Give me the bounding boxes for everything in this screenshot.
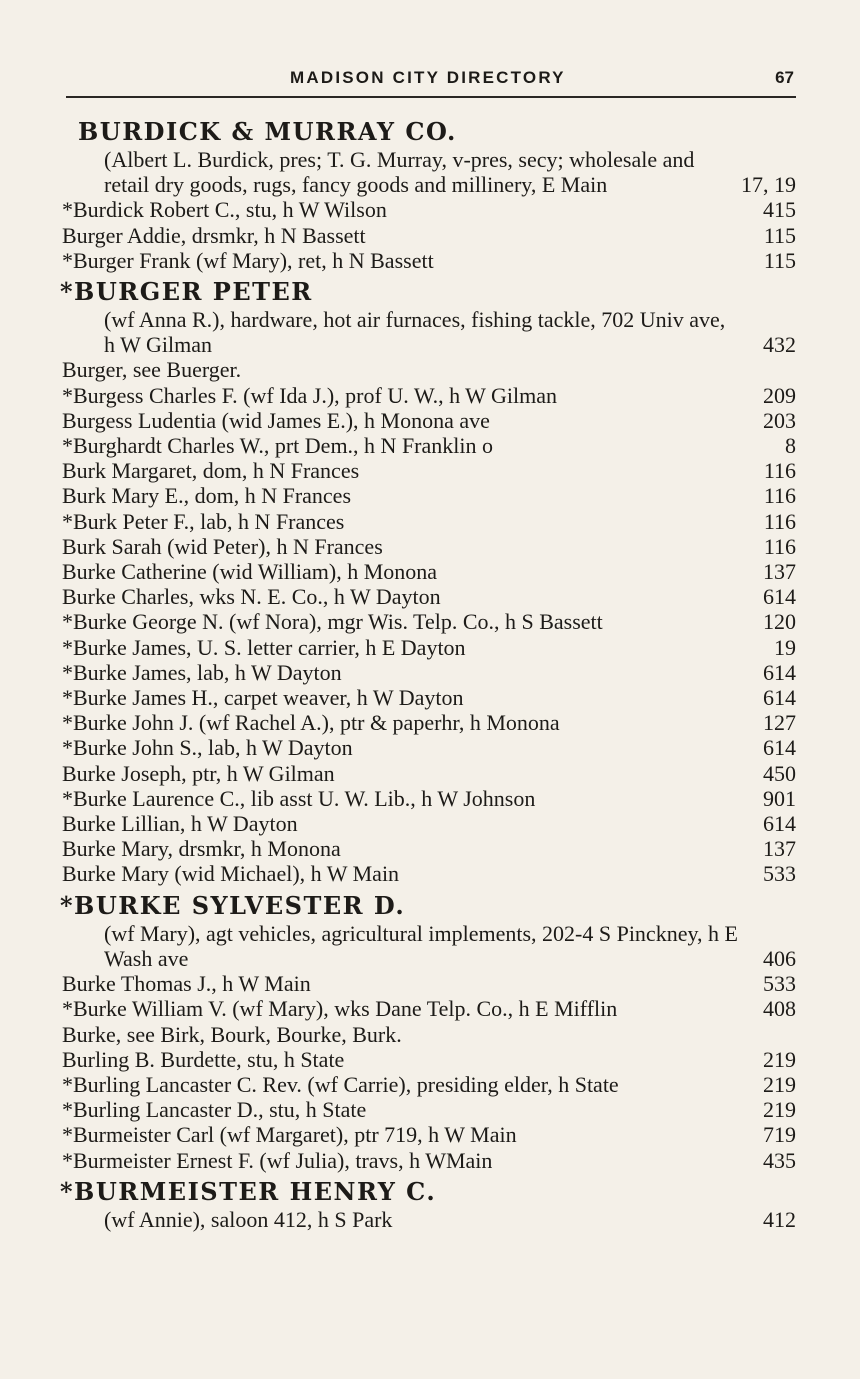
- business-name: BURDICK & MURRAY CO.: [78, 117, 457, 146]
- entry-text: *Burgess Charles F. (wf Ida J.), prof U. W., h W Gilman: [62, 382, 558, 408]
- entry-text: *Burghardt Charles W., prt Dem., h N Franklin o: [62, 433, 493, 459]
- house-number: 115: [763, 222, 796, 248]
- page-number: 67: [775, 68, 794, 87]
- business-description-text: (wf Anna R.), hardware, hot air furnaces, fishing tackle, 702 Univ ave, h W Gilman: [104, 307, 726, 358]
- entry-text: *Burmeister Carl (wf Margaret), ptr 719, h W Main: [62, 1122, 517, 1148]
- house-number: 116: [763, 508, 796, 534]
- entry-text: Burke Mary (wid Michael), h W Main: [62, 861, 400, 887]
- house-number: 412: [763, 1206, 796, 1232]
- directory-entry: [58, 635, 798, 660]
- directory-entry: [58, 458, 798, 483]
- business-description-text: (Albert L. Burdick, pres; T. G. Murray, v-pres, secy; wholesale and retail dry goods, rugs, fancy goods and millinery, E Main: [104, 147, 695, 198]
- entry-text: *Burger Frank (wf Mary), ret, h N Bassett: [62, 247, 434, 273]
- directory-entry: [58, 1097, 798, 1122]
- directory-entry: [58, 248, 798, 273]
- directory-entry: [58, 786, 798, 811]
- house-number: 533: [763, 861, 796, 887]
- business-description-text: (wf Annie), saloon 412, h S Park: [104, 1206, 393, 1232]
- business-entry: [58, 891, 798, 971]
- directory-entry: [58, 710, 798, 735]
- directory-entry: [58, 836, 798, 861]
- entry-text: *Burke John J. (wf Rachel A.), ptr & paperhr, h Monona: [62, 710, 560, 736]
- entry-text: Burgess Ludentia (wid James E.), h Monona ave: [62, 407, 490, 433]
- directory-entry: [58, 483, 798, 508]
- house-number: 116: [763, 483, 796, 509]
- business-name: *BURGER PETER: [60, 277, 313, 307]
- running-title: MADISON CITY DIRECTORY: [290, 68, 566, 87]
- entry-text: *Burke James, U. S. letter carrier, h E Dayton: [62, 634, 466, 660]
- house-number: 120: [763, 609, 796, 635]
- house-number: 137: [763, 559, 796, 585]
- directory-entry: [58, 609, 798, 634]
- house-number: 203: [763, 407, 796, 433]
- business-description: [58, 147, 798, 197]
- house-number: 116: [763, 533, 796, 559]
- directory-entry: [58, 996, 798, 1021]
- entry-text: Burk Mary E., dom, h N Frances: [62, 483, 352, 509]
- directory-entries: [58, 113, 798, 1232]
- directory-entry: [58, 383, 798, 408]
- directory-entry: [58, 735, 798, 760]
- directory-entry: [58, 223, 798, 248]
- entry-text: *Burk Peter F., lab, h N Frances: [62, 508, 345, 534]
- directory-entry: [58, 559, 798, 584]
- entry-text: *Burdick Robert C., stu, h W Wilson: [62, 197, 387, 223]
- business-name: *BURMEISTER HENRY C.: [60, 1176, 437, 1206]
- entry-text: Burk Sarah (wid Peter), h N Frances: [62, 533, 383, 559]
- entry-text: *Burke William V. (wf Mary), wks Dane Telp. Co., h E Mifflin: [62, 996, 618, 1022]
- house-number: 415: [763, 197, 796, 223]
- entry-text: *Burke Laurence C., lib asst U. W. Lib., h W Johnson: [62, 785, 536, 811]
- directory-entry: [58, 534, 798, 559]
- entry-text: *Burke James, lab, h W Dayton: [62, 659, 342, 685]
- directory-entry: [58, 509, 798, 534]
- directory-entry: [58, 408, 798, 433]
- house-number: 8: [785, 433, 796, 459]
- directory-entry: [58, 197, 798, 222]
- house-number: 115: [763, 247, 796, 273]
- entry-text: *Burke George N. (wf Nora), mgr Wis. Telp. Co., h S Bassett: [62, 609, 603, 635]
- entry-text: Burke Charles, wks N. E. Co., h W Dayton: [62, 584, 441, 610]
- business-entry: [58, 277, 798, 357]
- directory-entry: [58, 584, 798, 609]
- entry-text: *Burling Lancaster C. Rev. (wf Carrie), presiding elder, h State: [62, 1071, 619, 1097]
- directory-entry: [58, 761, 798, 786]
- directory-entry: [58, 433, 798, 458]
- directory-entry: [58, 357, 798, 382]
- entry-text: Burling B. Burdette, stu, h State: [62, 1046, 345, 1072]
- house-number: 614: [763, 735, 796, 761]
- entry-text: *Burmeister Ernest F. (wf Julia), travs, h WMain: [62, 1147, 493, 1173]
- house-number: 432: [763, 332, 796, 358]
- directory-entry: [58, 1148, 798, 1173]
- directory-entry: [58, 685, 798, 710]
- entry-text: Burger Addie, drsmkr, h N Bassett: [62, 222, 366, 248]
- house-number: 19: [774, 634, 796, 660]
- house-number: 614: [763, 811, 796, 837]
- house-number: 901: [763, 785, 796, 811]
- business-name: *BURKE SYLVESTER D.: [60, 890, 406, 920]
- business-description: [58, 921, 798, 971]
- house-number: 219: [763, 1097, 796, 1123]
- house-number: 209: [763, 382, 796, 408]
- house-number: 408: [763, 996, 796, 1022]
- business-entry: [58, 117, 798, 197]
- house-number: 533: [763, 971, 796, 997]
- entry-text: Burger, see Buerger.: [62, 357, 242, 383]
- house-number: 219: [763, 1046, 796, 1072]
- house-number: 614: [763, 584, 796, 610]
- house-number: 137: [763, 836, 796, 862]
- page-header: [66, 62, 796, 98]
- directory-entry: [58, 971, 798, 996]
- business-description: [58, 1207, 798, 1232]
- house-number: 127: [763, 710, 796, 736]
- entry-text: Burke Thomas J., h W Main: [62, 971, 311, 997]
- house-number: 219: [763, 1071, 796, 1097]
- entry-text: Burke, see Birk, Bourk, Bourke, Burk.: [62, 1021, 402, 1047]
- house-number: 116: [763, 458, 796, 484]
- entry-text: Burke Lillian, h W Dayton: [62, 811, 298, 837]
- house-number: 450: [763, 760, 796, 786]
- house-number: 614: [763, 685, 796, 711]
- directory-entry: [58, 861, 798, 886]
- entry-text: *Burke James H., carpet weaver, h W Dayton: [62, 685, 464, 711]
- business-description-text: (wf Mary), agt vehicles, agricultural implements, 202-4 S Pinckney, h E Wash ave: [104, 920, 738, 971]
- house-number: 435: [763, 1147, 796, 1173]
- entry-text: Burke Mary, drsmkr, h Monona: [62, 836, 341, 862]
- house-number: 406: [763, 945, 796, 971]
- business-description: [58, 307, 798, 357]
- entry-text: Burke Joseph, ptr, h W Gilman: [62, 760, 335, 786]
- house-number: 17, 19: [741, 172, 796, 198]
- house-number: 614: [763, 659, 796, 685]
- directory-entry: [58, 811, 798, 836]
- house-number: 719: [763, 1122, 796, 1148]
- business-entry: [58, 1177, 798, 1232]
- entry-text: *Burke John S., lab, h W Dayton: [62, 735, 353, 761]
- entry-text: Burk Margaret, dom, h N Frances: [62, 458, 360, 484]
- directory-entry: [58, 1122, 798, 1147]
- entry-text: Burke Catherine (wid William), h Monona: [62, 559, 438, 585]
- entry-text: *Burling Lancaster D., stu, h State: [62, 1097, 367, 1123]
- directory-entry: [58, 1047, 798, 1072]
- directory-entry: [58, 1072, 798, 1097]
- directory-entry: [58, 660, 798, 685]
- directory-entry: [58, 1022, 798, 1047]
